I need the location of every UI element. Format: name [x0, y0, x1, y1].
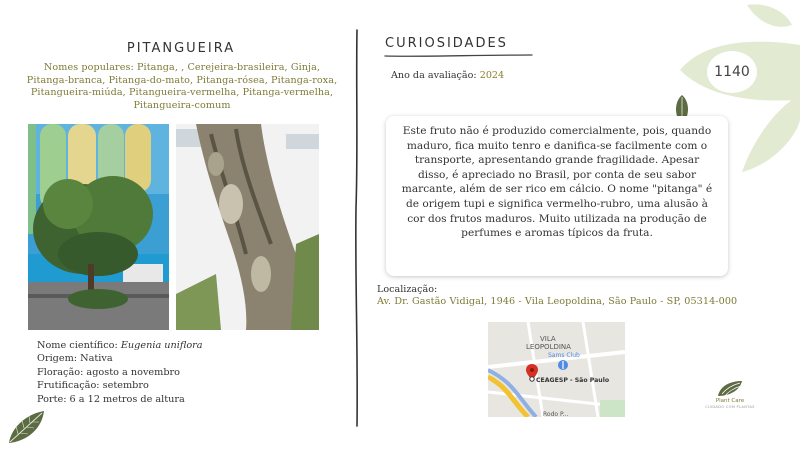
location-map[interactable] — [488, 322, 625, 417]
map-district-label: VILA — [540, 335, 556, 343]
logo-name: Plant Care — [715, 398, 745, 404]
curiosities-card: Este fruto não é produzido comercialmente, pois, quando maduro, fica muito tenro e danifica-se facilmente com o transporte, apresentando grande fragilidade. Apesar disso, é apreciado no Brasil, por conta de seu sabor marcante, além de ser rico em cálcio. O nome "pitanga" é de origem tupi e significa vermelho-rubro, uma alusão à cor dos frutos maduros. Muito utilizada na produção de perfumes e aromas típicos da fruta. — [386, 116, 728, 276]
trunk-photo — [176, 124, 319, 330]
curiosities-title: CURIOSIDADES — [385, 36, 508, 51]
map-road-label: Rodo P... — [543, 411, 569, 417]
plant-title: PITANGUEIRA — [126, 41, 236, 56]
flowering: Floração: agosto a novembro — [37, 366, 181, 378]
location-address: Av. Dr. Gastão Vidigal, 1946 - Vila Leopoldina, São Paulo - SP, 05314-000 — [377, 296, 738, 307]
column-divider — [350, 28, 364, 428]
scientific-name: Nome científico: Eugenia uniflora — [37, 340, 203, 351]
plant-care-logo — [700, 378, 760, 414]
leaf-icon-bottom-left — [6, 408, 46, 446]
plant-specs — [37, 339, 203, 406]
map-poi-sams: Sams Club — [548, 352, 580, 359]
evaluation-year: Ano da avaliação: 2024 — [391, 70, 505, 81]
fruiting: Frutificação: setembro — [37, 380, 149, 392]
scientific-name-value: Eugenia uniflora — [120, 340, 203, 351]
title-underline — [384, 53, 534, 59]
map-district-label-2: LEOPOLDINA — [526, 343, 571, 351]
plant-number-badge: 1140 — [707, 51, 757, 93]
year-value: 2024 — [479, 70, 505, 81]
origin: Origem: Nativa — [37, 353, 113, 365]
size: Porte: 6 a 12 metros de altura — [37, 393, 185, 405]
location-label: Localização: — [377, 284, 438, 295]
logo-tagline: CUIDADO COM PLANTAS — [705, 405, 755, 409]
tree-photo — [28, 124, 169, 330]
map-poi-ceagesp: CEAGESP - São Paulo — [536, 377, 610, 384]
popular-names: Nomes populares: Pitanga, , Cerejeira-brasileira, Ginja, Pitanga-branca, Pitanga-do-mato, Pitanga-rósea, Pitanga-roxa, Pitangueira-miúda, Pitangueira-vermelha, Pitanga-vermelha, Pitangueira-comum — [26, 62, 338, 111]
